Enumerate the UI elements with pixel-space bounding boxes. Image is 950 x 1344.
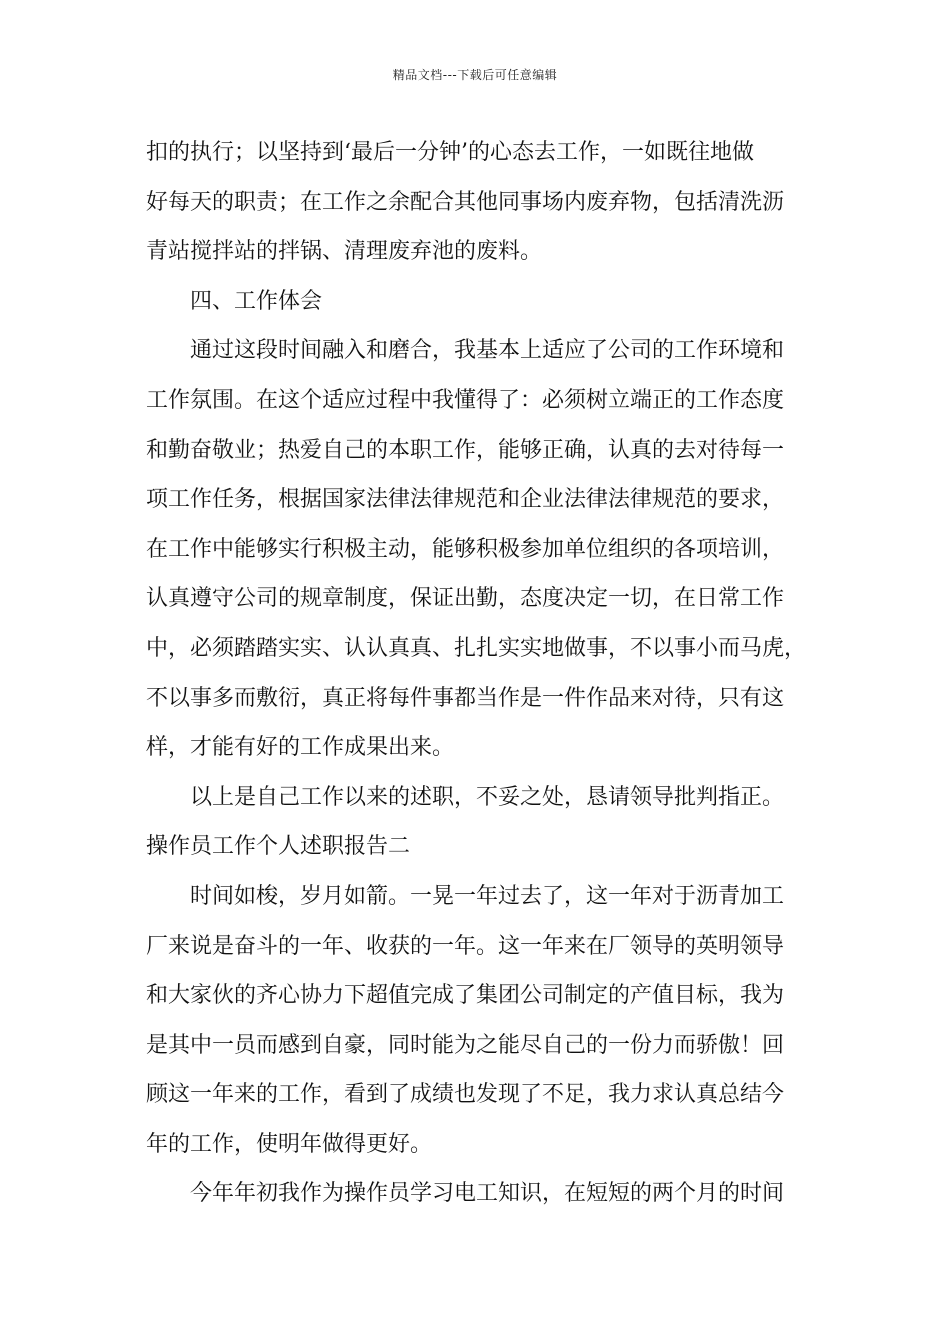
text-line: 项工作任务，根据国家法律法律规范和企业法律法律规范的要求， (146, 487, 785, 513)
text-line: 和大家伙的齐心协力下超值完成了集团公司制定的产值目标，我为 (146, 983, 785, 1009)
text-line: 在工作中能够实行积极主动，能够积极参加单位组织的各项培训， (146, 536, 785, 562)
text-line: 不以事多而敷衍，真正将每件事都当作是一件作品来对待，只有这 (146, 685, 785, 711)
text-line: 扣的执行；以坚持到‘最后一分钟’的心态去工作，一如既往地做 (146, 140, 754, 165)
text-line: 中，必须踏踏实实、认认真真、扎扎实实地做事，不以事小而马虎， (146, 635, 807, 661)
text-line: 好每天的职责；在工作之余配合其他同事场内废弃物，包括清洗沥 (146, 189, 785, 215)
text-line: 样，才能有好的工作成果出来。 (146, 735, 455, 761)
text-line: 以上是自己工作以来的述职，不妥之处，恳请领导批判指正。 (190, 784, 785, 810)
report-title: 操作员工作个人述职报告二 (146, 834, 411, 860)
text-line: 是其中一员而感到自豪，同时能为之能尽自己的一份力而骄傲！回 (146, 1032, 785, 1058)
page-header: 精品文档---下载后可任意编辑 (392, 68, 558, 82)
text-line: 今年年初我作为操作员学习电工知识，在短短的两个月的时间 (190, 1181, 785, 1207)
text-line: 时间如梭，岁月如箭。一晃一年过去了，这一年对于沥青加工 (190, 883, 785, 909)
text-line: 厂来说是奋斗的一年、收获的一年。这一年来在厂领导的英明领导 (146, 933, 785, 959)
text-line: 认真遵守公司的规章制度，保证出勤，态度决定一切，在日常工作 (146, 586, 785, 612)
document-body (146, 128, 814, 1219)
text-line: 青站搅拌站的拌锅、清理废弃池的废料。 (146, 239, 543, 265)
text-line: 和勤奋敬业；热爱自己的本职工作，能够正确，认真的去对待每一 (146, 437, 785, 463)
text-line: 通过这段时间融入和磨合，我基本上适应了公司的工作环境和 (190, 338, 785, 364)
text-line: 年的工作，使明年做得更好。 (146, 1131, 433, 1157)
section-heading: 四、工作体会 (190, 288, 323, 314)
text-line: 顾这一年来的工作，看到了成绩也发现了不足，我力求认真总结今 (146, 1082, 785, 1108)
text-line: 工作氛围。在这个适应过程中我懂得了：必须树立端正的工作态度 (146, 387, 785, 413)
